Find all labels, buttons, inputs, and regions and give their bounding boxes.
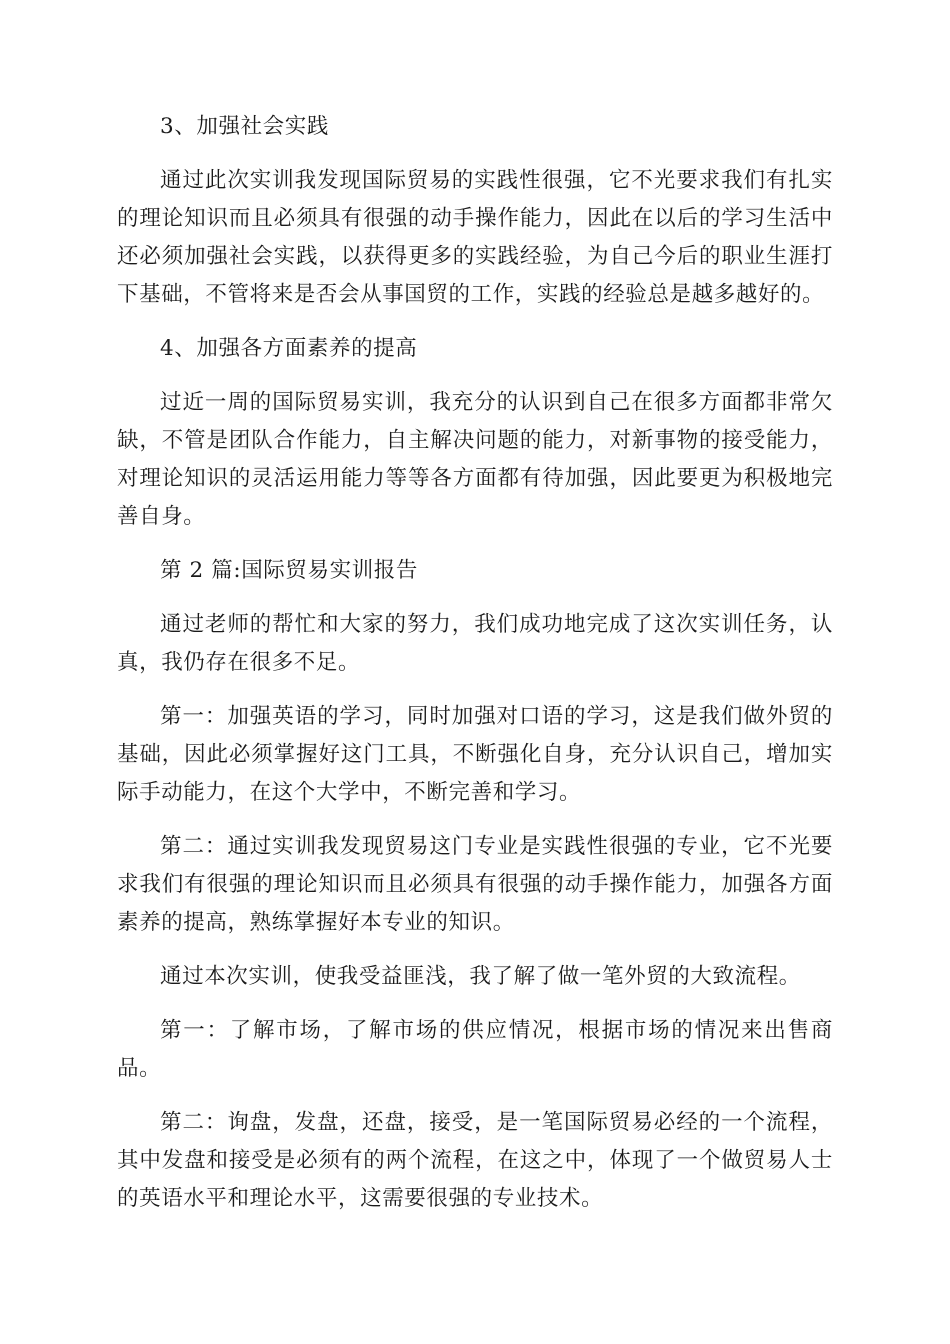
section-heading-social-practice: 3、加强社会实践	[160, 114, 329, 139]
section-heading-quality-improvement: 4、加强各方面素养的提高	[160, 336, 418, 361]
paragraph: 第二：通过实训我发现贸易这门专业是实践性很强的专业，它不光要求我们有很强的理论知识而且必须具有很强的动手操作能力，加强各方面素养的提高，熟练掌握好本专业的知识。	[117, 834, 833, 935]
article-title: 第 2 篇:国际贸易实训报告	[160, 558, 418, 583]
paragraph: 第一：了解市场，了解市场的供应情况，根据市场的情况来出售商品。	[117, 1018, 833, 1081]
paragraph: 第二：询盘，发盘，还盘，接受，是一笔国际贸易必经的一个流程，其中发盘和接受是必须有的两个流程，在这之中，体现了一个做贸易人士的英语水平和理论水平，这需要很强的专业技术。	[117, 1110, 833, 1211]
paragraph: 过近一周的国际贸易实训，我充分的认识到自己在很多方面都非常欠缺，不管是团队合作能力，自主解决问题的能力，对新事物的接受能力，对理论知识的灵活运用能力等等各方面都有待加强，因此要更为积极地完善自身。	[117, 390, 833, 529]
paragraph: 通过老师的帮忙和大家的努力，我们成功地完成了这次实训任务，认真，我仍存在很多不足。	[117, 612, 833, 675]
paragraph: 第一：加强英语的学习，同时加强对口语的学习，这是我们做外贸的基础，因此必须掌握好这门工具，不断强化自身，充分认识自己，增加实际手动能力，在这个大学中，不断完善和学习。	[117, 704, 833, 805]
paragraph: 通过此次实训我发现国际贸易的实践性很强，它不光要求我们有扎实的理论知识而且必须具有很强的动手操作能力，因此在以后的学习生活中还必须加强社会实践，以获得更多的实践经验，为自己今后的职业生涯打下基础，不管将来是否会从事国贸的工作，实践的经验总是越多越好的。	[117, 168, 833, 307]
paragraph: 通过本次实训，使我受益匪浅，我了解了做一笔外贸的大致流程。	[160, 964, 801, 989]
document-body	[117, 108, 833, 1234]
